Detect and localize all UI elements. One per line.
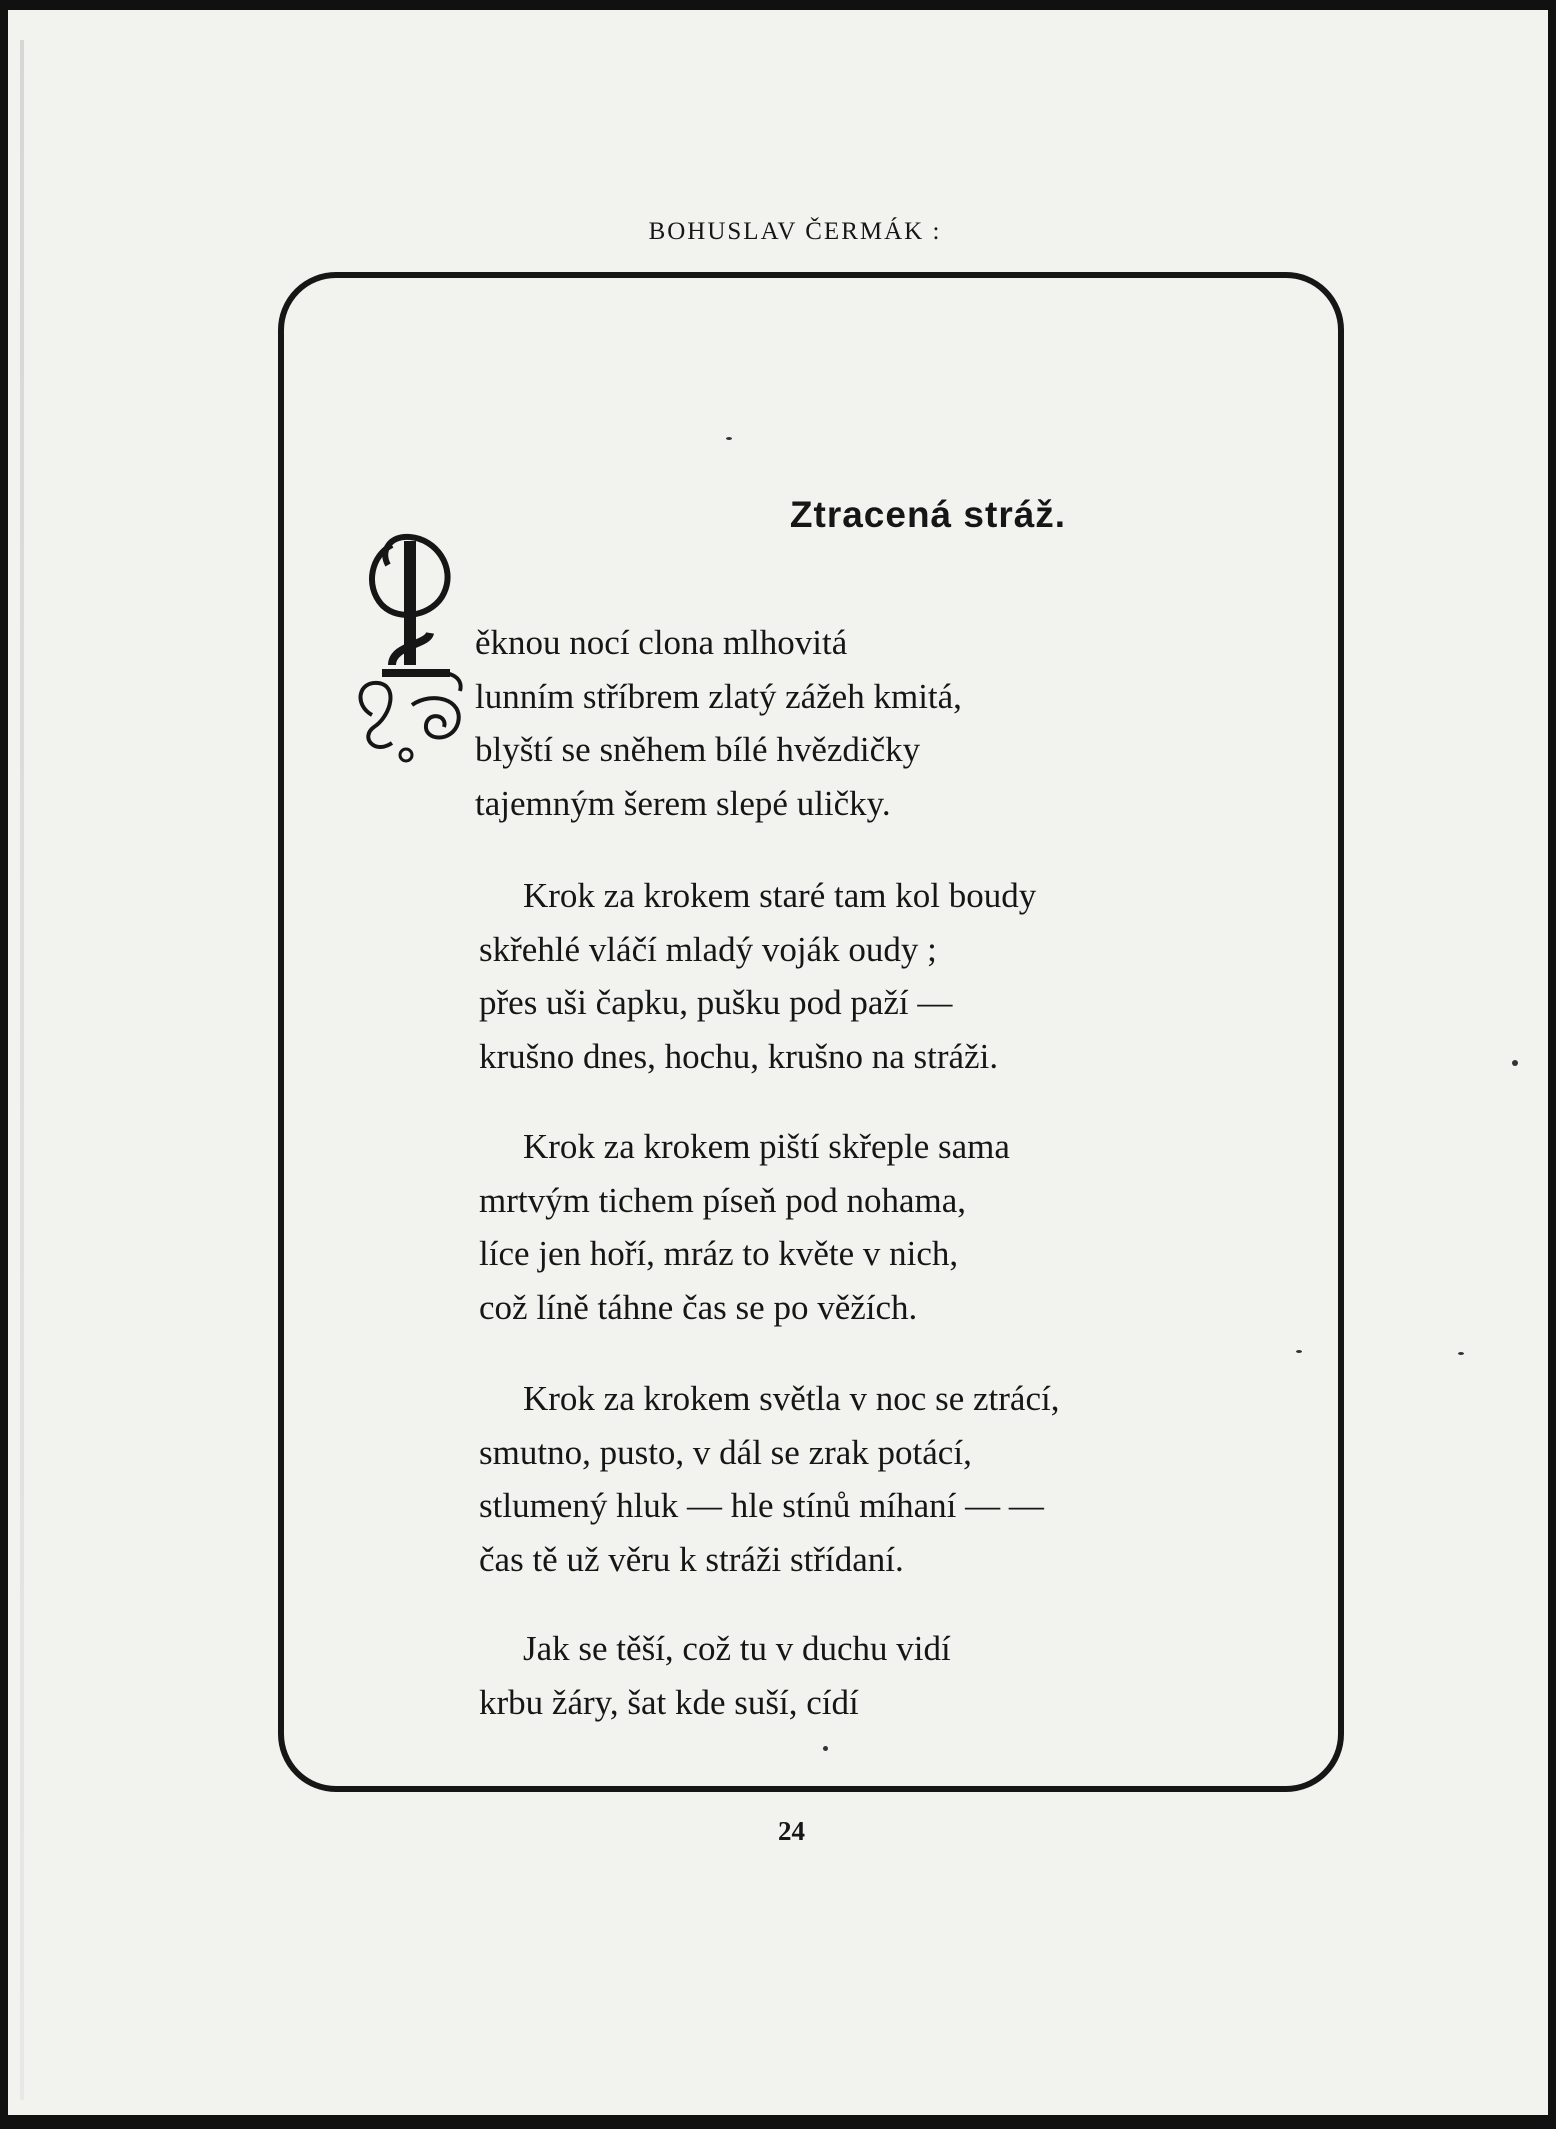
stanza-1 [8,616,1556,830]
verse-line: Krok za krokem staré tam kol boudy [523,876,1037,915]
verse-line: což líně táhne čas se po věžích. [479,1287,918,1327]
stanza-4 [8,1372,1556,1586]
scan-speck [1296,1350,1302,1353]
scan-speck [823,1746,828,1751]
scan-speck [726,437,732,440]
verse-line: smutno, pusto, v dál se zrak potácí, [479,1432,972,1472]
verse-line: mrtvým tichem píseň pod nohama, [479,1180,966,1220]
verse-line: čas tě už věru k stráži střídaní. [479,1539,904,1579]
verse-line: přes uši čapku, pušku pod paží — [479,983,953,1022]
verse-line: blyští se sněhem bílé hvězdičky [475,730,921,769]
verse-line: ěknou nocí clona mlhovitá [475,623,848,662]
verse-line: stlumený hluk — hle stínů míhaní — — [479,1486,1044,1525]
verse-line: skřehlé vláčí mladý voják oudy ; [479,929,937,969]
verse-line: Krok za krokem světla v noc se ztrácí, [523,1379,1060,1418]
verse-line: krbu žáry, šat kde suší, cídí [479,1682,859,1722]
verse-line: Krok za krokem piští skřeple sama [523,1127,1010,1166]
verse-line: lunním stříbrem zlatý zážeh kmitá, [475,676,962,716]
verse-line: Jak se těší, což tu v duchu vidí [523,1629,951,1668]
running-head: BOHUSLAV ČERMÁK : [648,218,942,245]
book-page [8,10,1548,2115]
scan-speck [1458,1352,1464,1355]
verse-line: tajemným šerem slepé uličky. [475,783,891,823]
stanza-2 [8,869,1556,1083]
poem-title: Ztracená stráž. [789,494,1067,535]
page-number: 24 [778,1816,805,1846]
stanza-3 [8,1120,1556,1334]
verse-line: líce jen hoří, mráz to květe v nich, [479,1234,959,1273]
stanza-5 [8,1622,1556,1729]
verse-line: krušno dnes, hochu, krušno na stráži. [479,1036,999,1076]
scan-speck [1512,1060,1518,1066]
